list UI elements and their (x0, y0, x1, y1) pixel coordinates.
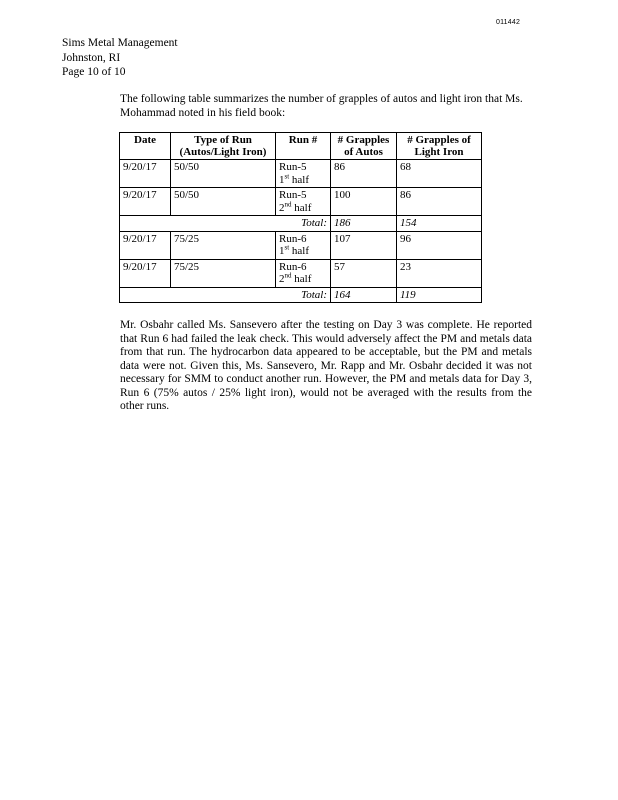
cell-run-number (276, 160, 331, 188)
cell-grapples-autos: 57 (331, 259, 397, 287)
cell-run-type: 50/50 (171, 188, 276, 216)
run-ordinal: 1 (279, 245, 285, 257)
page-number: Page 10 of 10 (62, 66, 126, 78)
cell-run-number (276, 188, 331, 216)
body-paragraph: Mr. Osbahr called Ms. Sansevero after the testing on Day 3 was complete. He reported that Run 6 had failed the leak check. This would adversely affect the PM and metals data from that run. The hydrocarbon data appeared to be acceptable, but the PM and metals data were not. Given this, Ms. Sansevero, Mr. Rapp and Mr. Osbahr decided it was not necessary for SMM to conduct another run. However, the PM and metals data for Day 3, Run 6 (75% autos / 25% light iron), would not be averaged with the results from the other runs. (120, 319, 532, 412)
total-grapples-autos: 186 (331, 216, 397, 232)
grapples-table (119, 132, 482, 303)
run-ordinal: 2 (279, 201, 285, 214)
total-grapples-autos: 164 (331, 287, 397, 303)
run-ordinal: 1 (279, 173, 285, 186)
cell-run-type: 75/25 (171, 231, 276, 259)
cell-grapples-autos: 100 (331, 188, 397, 216)
cell-grapples-iron: 68 (397, 160, 482, 188)
run-half: half (294, 273, 312, 285)
run-label: Run-5 (279, 189, 307, 201)
total-label: Total: (120, 216, 331, 232)
header-run-type: Type of Run (Autos/Light Iron) (171, 133, 276, 160)
run-ordinal-suffix: nd (284, 199, 292, 208)
total-label: Total: (120, 287, 331, 303)
table-row (120, 188, 482, 216)
run-ordinal-suffix: nd (284, 271, 292, 280)
document-header (62, 36, 178, 80)
cell-grapples-autos: 86 (331, 160, 397, 188)
run-label: Run-6 (279, 232, 307, 245)
cell-run-number (276, 259, 331, 287)
table-row (120, 231, 482, 259)
header-grapples-iron: # Grapples of Light Iron (397, 133, 482, 160)
header-run-number: Run # (276, 133, 331, 160)
run-ordinal-suffix: st (284, 243, 290, 252)
cell-date: 9/20/17 (120, 160, 171, 188)
cell-grapples-autos: 107 (331, 231, 397, 259)
table-total-row (120, 216, 482, 232)
run-ordinal-suffix: st (284, 171, 290, 180)
header-date: Date (120, 133, 171, 160)
run-half: half (294, 201, 312, 214)
table-row (120, 160, 482, 188)
cell-date: 9/20/17 (120, 231, 171, 259)
run-label: Run-6 (279, 260, 307, 273)
cell-date: 9/20/17 (120, 259, 171, 287)
run-half: half (291, 245, 310, 257)
table-row (120, 259, 482, 287)
page-id: 011442 (496, 19, 521, 26)
company-name: Sims Metal Management (62, 37, 178, 49)
table-header-row (120, 133, 482, 160)
cell-grapples-iron: 86 (397, 188, 482, 216)
total-grapples-iron: 119 (397, 287, 482, 303)
company-location: Johnston, RI (62, 51, 121, 64)
cell-run-type: 50/50 (171, 160, 276, 188)
table-total-row (120, 287, 482, 303)
run-ordinal: 2 (279, 273, 285, 285)
total-grapples-iron: 154 (397, 216, 482, 232)
cell-grapples-iron: 23 (397, 259, 482, 287)
cell-run-type: 75/25 (171, 259, 276, 287)
intro-paragraph: The following table summarizes the number of grapples of autos and light iron that Ms. Mohammad noted in his field book: (120, 93, 523, 119)
cell-run-number (276, 231, 331, 259)
cell-date: 9/20/17 (120, 188, 171, 216)
run-half: half (291, 173, 310, 186)
cell-grapples-iron: 96 (397, 231, 482, 259)
run-label: Run-5 (279, 161, 307, 173)
header-grapples-autos: # Grapples of Autos (331, 133, 397, 160)
